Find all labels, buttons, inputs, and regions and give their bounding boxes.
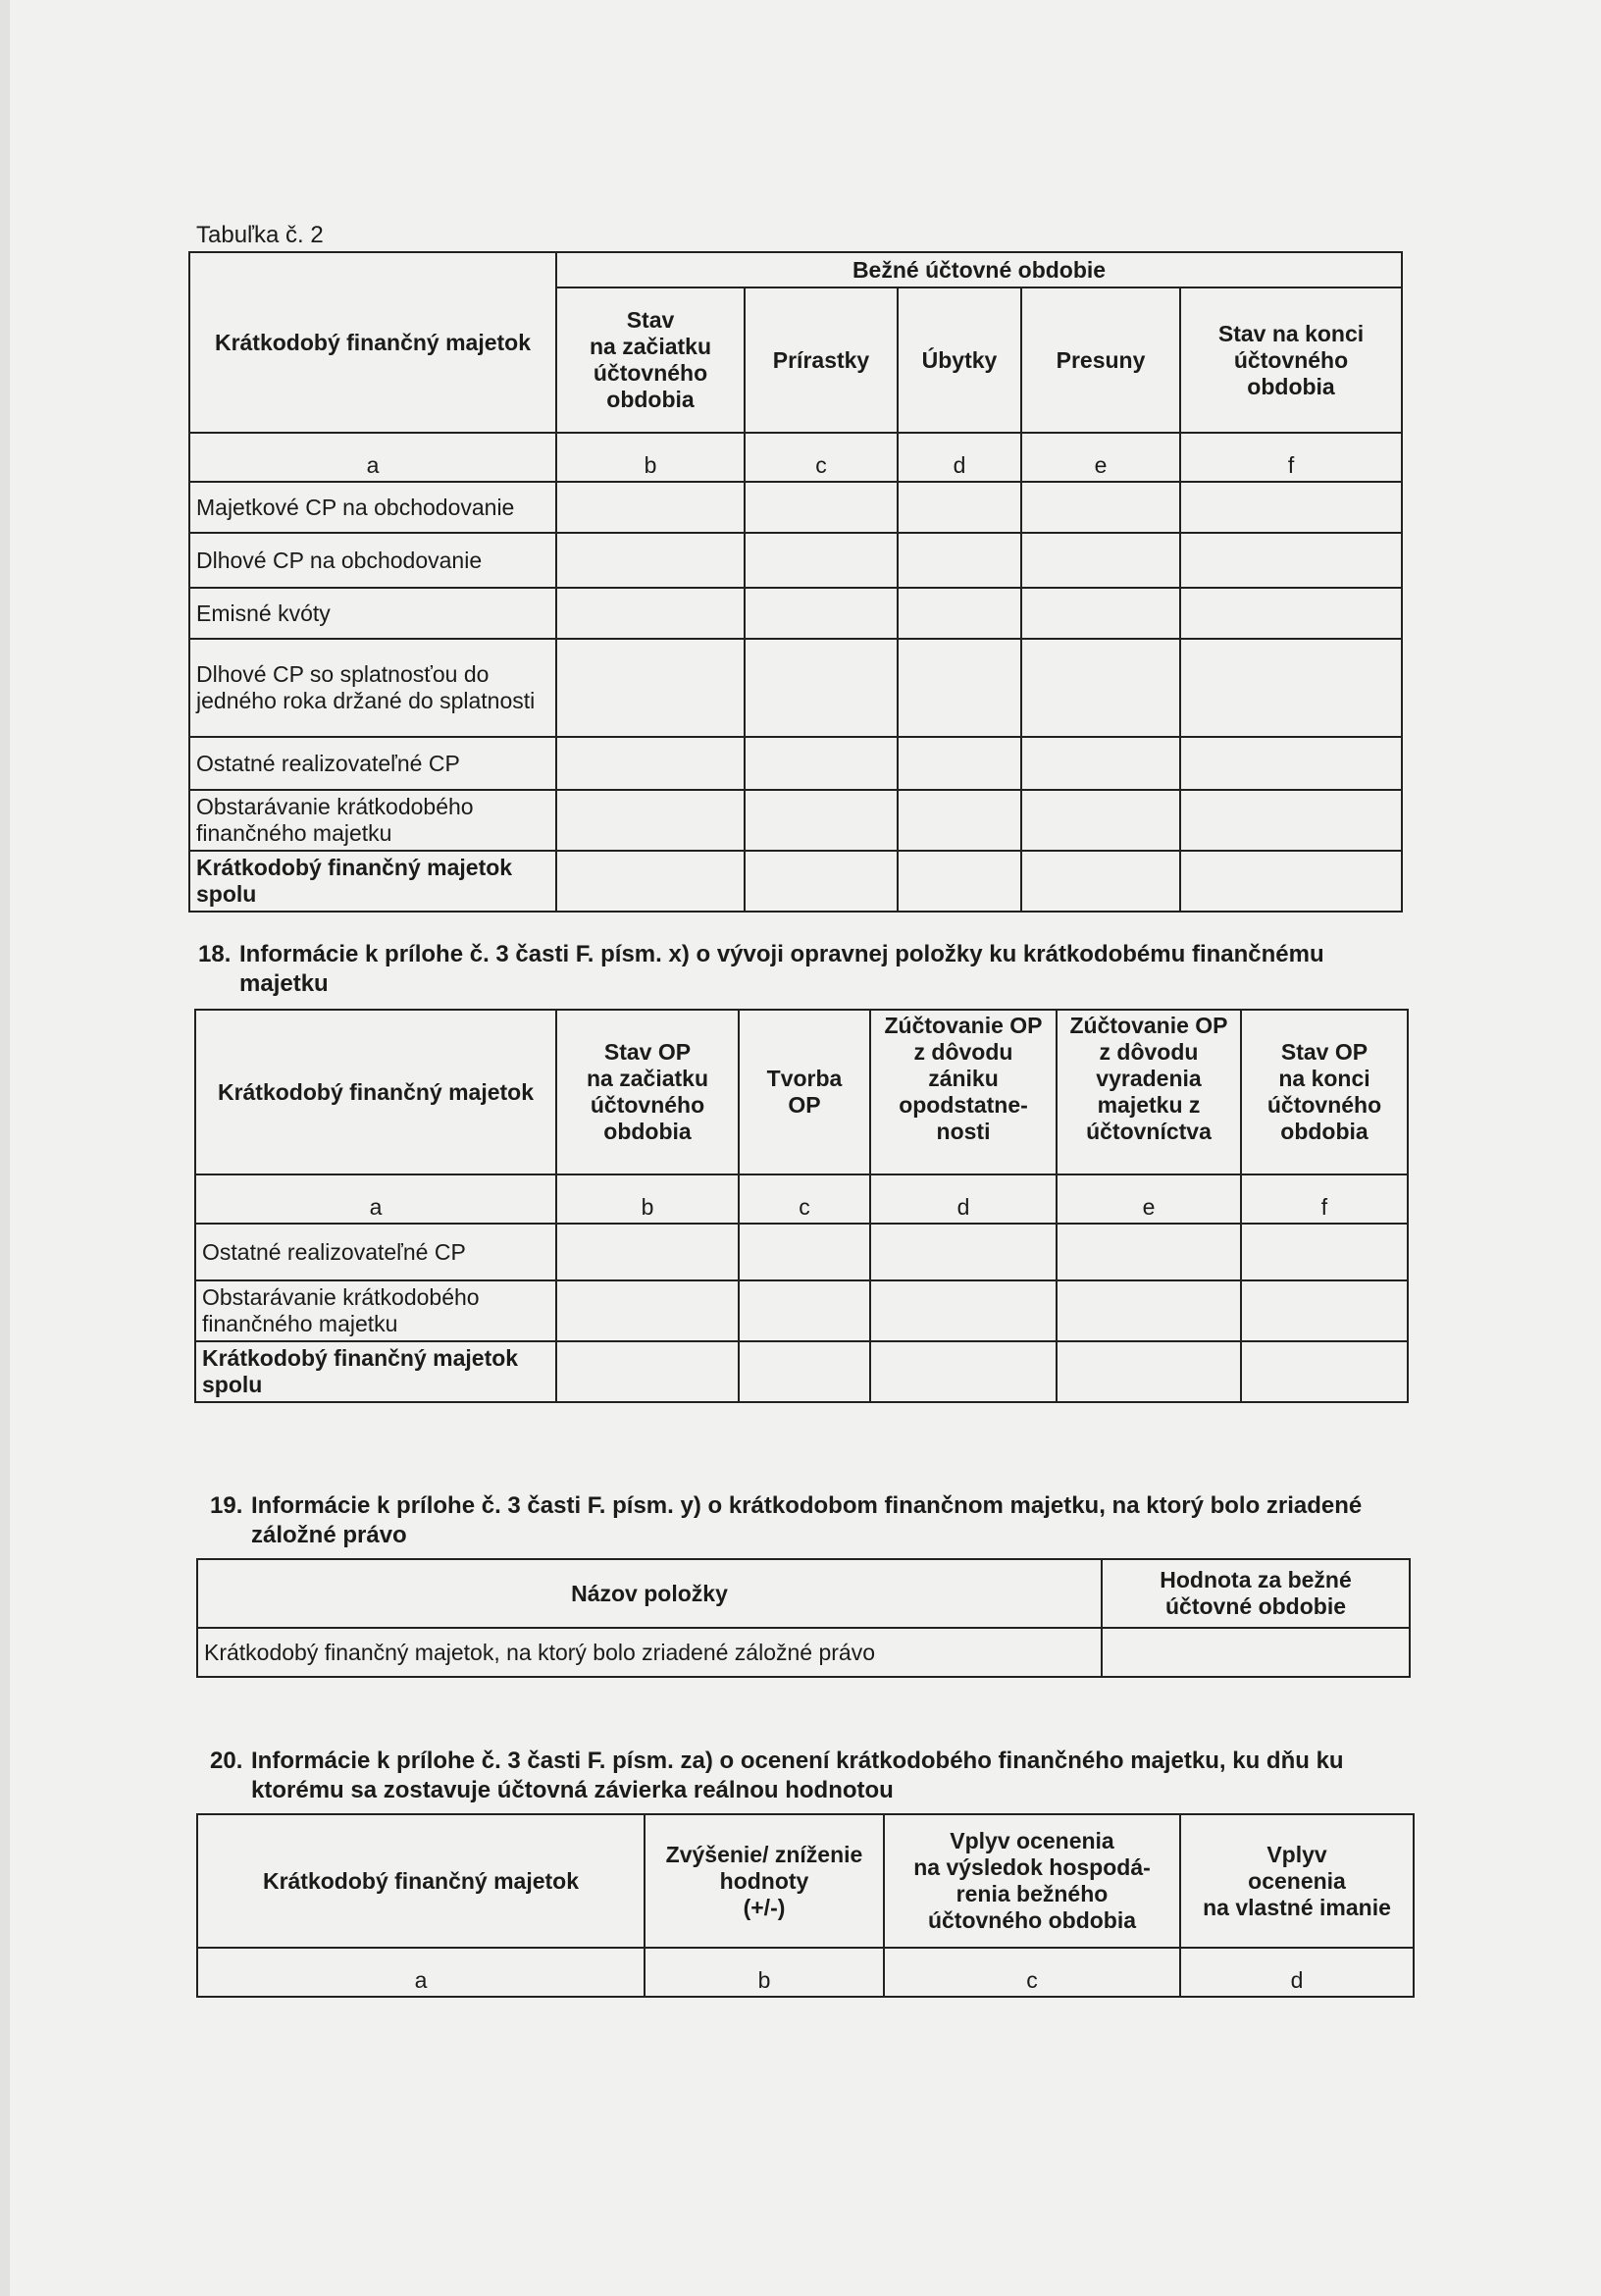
cell[interactable]: [745, 737, 898, 790]
letter-a: a: [195, 1174, 556, 1224]
row-label: Obstarávanie krátkodobého finančného majetku: [189, 790, 556, 851]
section-18-title-line1: Informácie k prílohe č. 3 časti F. písm. x) o vývoji opravnej položky ku krátkodobému finančnému: [239, 941, 1324, 967]
letter-c: c: [745, 433, 898, 482]
cell[interactable]: [870, 1280, 1057, 1341]
col-header-b-text: Stav na začiatku účtovného obdobia: [590, 307, 711, 412]
table-row: [189, 790, 1402, 851]
row-label: Dlhové CP na obchodovanie: [189, 533, 556, 588]
cell[interactable]: [1102, 1628, 1410, 1677]
cell[interactable]: [898, 851, 1021, 912]
total-row-label: Krátkodobý finančný majetok spolu: [195, 1341, 556, 1402]
cell[interactable]: [745, 639, 898, 737]
cell[interactable]: [1021, 482, 1180, 533]
table-caption: Tabuľka č. 2: [196, 222, 324, 248]
cell[interactable]: [1180, 639, 1402, 737]
cell[interactable]: [745, 533, 898, 588]
letter-a: a: [197, 1948, 645, 1997]
letter-c: c: [884, 1948, 1180, 1997]
table-section-19: [196, 1558, 1411, 1678]
row-label: Ostatné realizovateľné CP: [189, 737, 556, 790]
cell[interactable]: [556, 737, 745, 790]
table-row: [197, 1628, 1410, 1677]
letter-e: e: [1021, 433, 1180, 482]
row-label: Obstarávanie krátkodobého finančného majetku: [195, 1280, 556, 1341]
cell[interactable]: [556, 1224, 739, 1280]
letter-d: d: [1180, 1948, 1414, 1997]
col-header-e: Presuny: [1021, 287, 1180, 433]
col-header-f-text: Stav na konci účtovného obdobia: [1217, 320, 1365, 399]
cell[interactable]: [739, 1224, 870, 1280]
cell[interactable]: [1180, 737, 1402, 790]
table-total-row: [189, 851, 1402, 912]
cell[interactable]: [745, 588, 898, 639]
letter-d: d: [898, 433, 1021, 482]
section-19-title: [210, 1491, 1426, 1550]
cell[interactable]: [870, 1341, 1057, 1402]
letter-b: b: [645, 1948, 884, 1997]
col-header-c-text: Tvorba OP: [766, 1066, 843, 1118]
section-20-title-line1: Informácie k prílohe č. 3 časti F. písm. za) o ocenení krátkodobého finančného majetku, ku dňu ku: [251, 1748, 1344, 1774]
cell[interactable]: [1241, 1280, 1408, 1341]
col-header-b-text: Zvýšenie/ zníženie hodnoty (+/-): [665, 1841, 863, 1920]
col-header-c: [884, 1814, 1180, 1948]
cell[interactable]: [1057, 1280, 1241, 1341]
cell[interactable]: [556, 1280, 739, 1341]
letter-a: a: [189, 433, 556, 482]
col-header-b-text: Stav OP na začiatku účtovného obdobia: [587, 1039, 708, 1144]
table-row: [195, 1280, 1408, 1341]
total-row-label: Krátkodobý finančný majetok spolu: [189, 851, 556, 912]
col-header-a: Krátkodobý finančný majetok: [197, 1814, 645, 1948]
col-header-value: [1102, 1559, 1410, 1628]
col-header-b: [645, 1814, 884, 1948]
letter-c: c: [739, 1174, 870, 1224]
cell[interactable]: [1057, 1224, 1241, 1280]
col-header-a: Krátkodobý finančný majetok: [189, 252, 556, 433]
col-header-c: Prírastky: [745, 287, 898, 433]
table-section-18: [194, 1009, 1409, 1403]
table-2: [188, 251, 1403, 913]
cell[interactable]: [556, 790, 745, 851]
cell[interactable]: [556, 851, 745, 912]
cell[interactable]: [898, 790, 1021, 851]
section-20-number: 20.: [210, 1748, 243, 1774]
col-header-d: Úbytky: [898, 287, 1021, 433]
cell[interactable]: [556, 639, 745, 737]
col-header-a: Krátkodobý finančný majetok: [195, 1010, 556, 1174]
row-label: Dlhové CP so splatnosťou do jedného roka držané do splatnosti: [189, 639, 556, 737]
table-total-row: [195, 1341, 1408, 1402]
section-18-number: 18.: [198, 941, 232, 967]
section-19-title-line1: Informácie k prílohe č. 3 časti F. písm. y) o krátkodobom finančnom majetku, na ktorý bolo zriadené: [251, 1492, 1363, 1519]
cell[interactable]: [1241, 1341, 1408, 1402]
col-header-e: [1057, 1010, 1241, 1174]
cell[interactable]: [898, 737, 1021, 790]
cell[interactable]: [1180, 482, 1402, 533]
section-18-title-line2: majetku: [239, 970, 329, 997]
section-20-title-line2: ktorému sa zostavuje účtovná závierka reálnou hodnotou: [251, 1777, 894, 1803]
col-header-d: [1180, 1814, 1414, 1948]
table-row: [195, 1224, 1408, 1280]
col-header-d-text: Zúčtovanie OP z dôvodu zániku opodstatne- nosti: [884, 1013, 1043, 1144]
cell[interactable]: [1241, 1224, 1408, 1280]
col-header-name: Názov položky: [197, 1559, 1102, 1628]
page-edge: [0, 0, 10, 2296]
cell[interactable]: [1021, 737, 1180, 790]
col-header-b: [556, 287, 745, 433]
cell[interactable]: [739, 1280, 870, 1341]
col-header-c: [739, 1010, 870, 1174]
section-20-title: [210, 1747, 1426, 1805]
cell[interactable]: [745, 790, 898, 851]
cell[interactable]: [1180, 533, 1402, 588]
letter-f: f: [1180, 433, 1402, 482]
cell[interactable]: [1021, 533, 1180, 588]
row-label: Majetkové CP na obchodovanie: [189, 482, 556, 533]
cell[interactable]: [1180, 588, 1402, 639]
col-header-c-text: Vplyv ocenenia na výsledok hospodá- renia bežného účtovného obdobia: [913, 1828, 1151, 1933]
cell[interactable]: [1021, 790, 1180, 851]
col-header-value-text: Hodnota za bežné účtovné obdobie: [1160, 1567, 1352, 1619]
row-label: Emisné kvóty: [189, 588, 556, 639]
letter-f: f: [1241, 1174, 1408, 1224]
table-row: [189, 588, 1402, 639]
letter-d: d: [870, 1174, 1057, 1224]
cell[interactable]: [745, 482, 898, 533]
col-header-f: [1180, 287, 1402, 433]
cell[interactable]: [1021, 851, 1180, 912]
table-row: [189, 639, 1402, 737]
table-row: [189, 533, 1402, 588]
col-header-b: [556, 1010, 739, 1174]
letter-b: b: [556, 1174, 739, 1224]
cell[interactable]: [898, 482, 1021, 533]
letter-b: b: [556, 433, 745, 482]
section-19-title-line2: záložné právo: [251, 1522, 407, 1548]
table-row: [189, 482, 1402, 533]
cell[interactable]: [556, 533, 745, 588]
col-header-d-text: Vplyv ocenenia na vlastné imanie: [1203, 1841, 1391, 1920]
col-header-d: [870, 1010, 1057, 1174]
cell[interactable]: [739, 1341, 870, 1402]
cell[interactable]: [556, 482, 745, 533]
table-section-20: [196, 1813, 1415, 1998]
cell[interactable]: [1021, 588, 1180, 639]
cell[interactable]: [1180, 790, 1402, 851]
col-header-f-text: Stav OP na konci účtovného obdobia: [1266, 1039, 1382, 1144]
row-label: Krátkodobý finančný majetok, na ktorý bolo zriadené záložné právo: [197, 1628, 1102, 1677]
table-row: [189, 737, 1402, 790]
section-19-number: 19.: [210, 1492, 243, 1519]
col-header-e-text: Zúčtovanie OP z dôvodu vyradenia majetku z účtovníctva: [1069, 1013, 1228, 1144]
cell[interactable]: [556, 1341, 739, 1402]
cell[interactable]: [898, 588, 1021, 639]
letter-e: e: [1057, 1174, 1241, 1224]
cell[interactable]: [745, 851, 898, 912]
col-header-f: [1241, 1010, 1408, 1174]
cell[interactable]: [556, 588, 745, 639]
cell[interactable]: [1021, 639, 1180, 737]
section-18-title: [198, 940, 1415, 999]
cell[interactable]: [870, 1224, 1057, 1280]
group-header-current-period: Bežné účtovné obdobie: [556, 252, 1402, 287]
cell[interactable]: [1180, 851, 1402, 912]
row-label: Ostatné realizovateľné CP: [195, 1224, 556, 1280]
cell[interactable]: [1057, 1341, 1241, 1402]
cell[interactable]: [898, 533, 1021, 588]
cell[interactable]: [898, 639, 1021, 737]
